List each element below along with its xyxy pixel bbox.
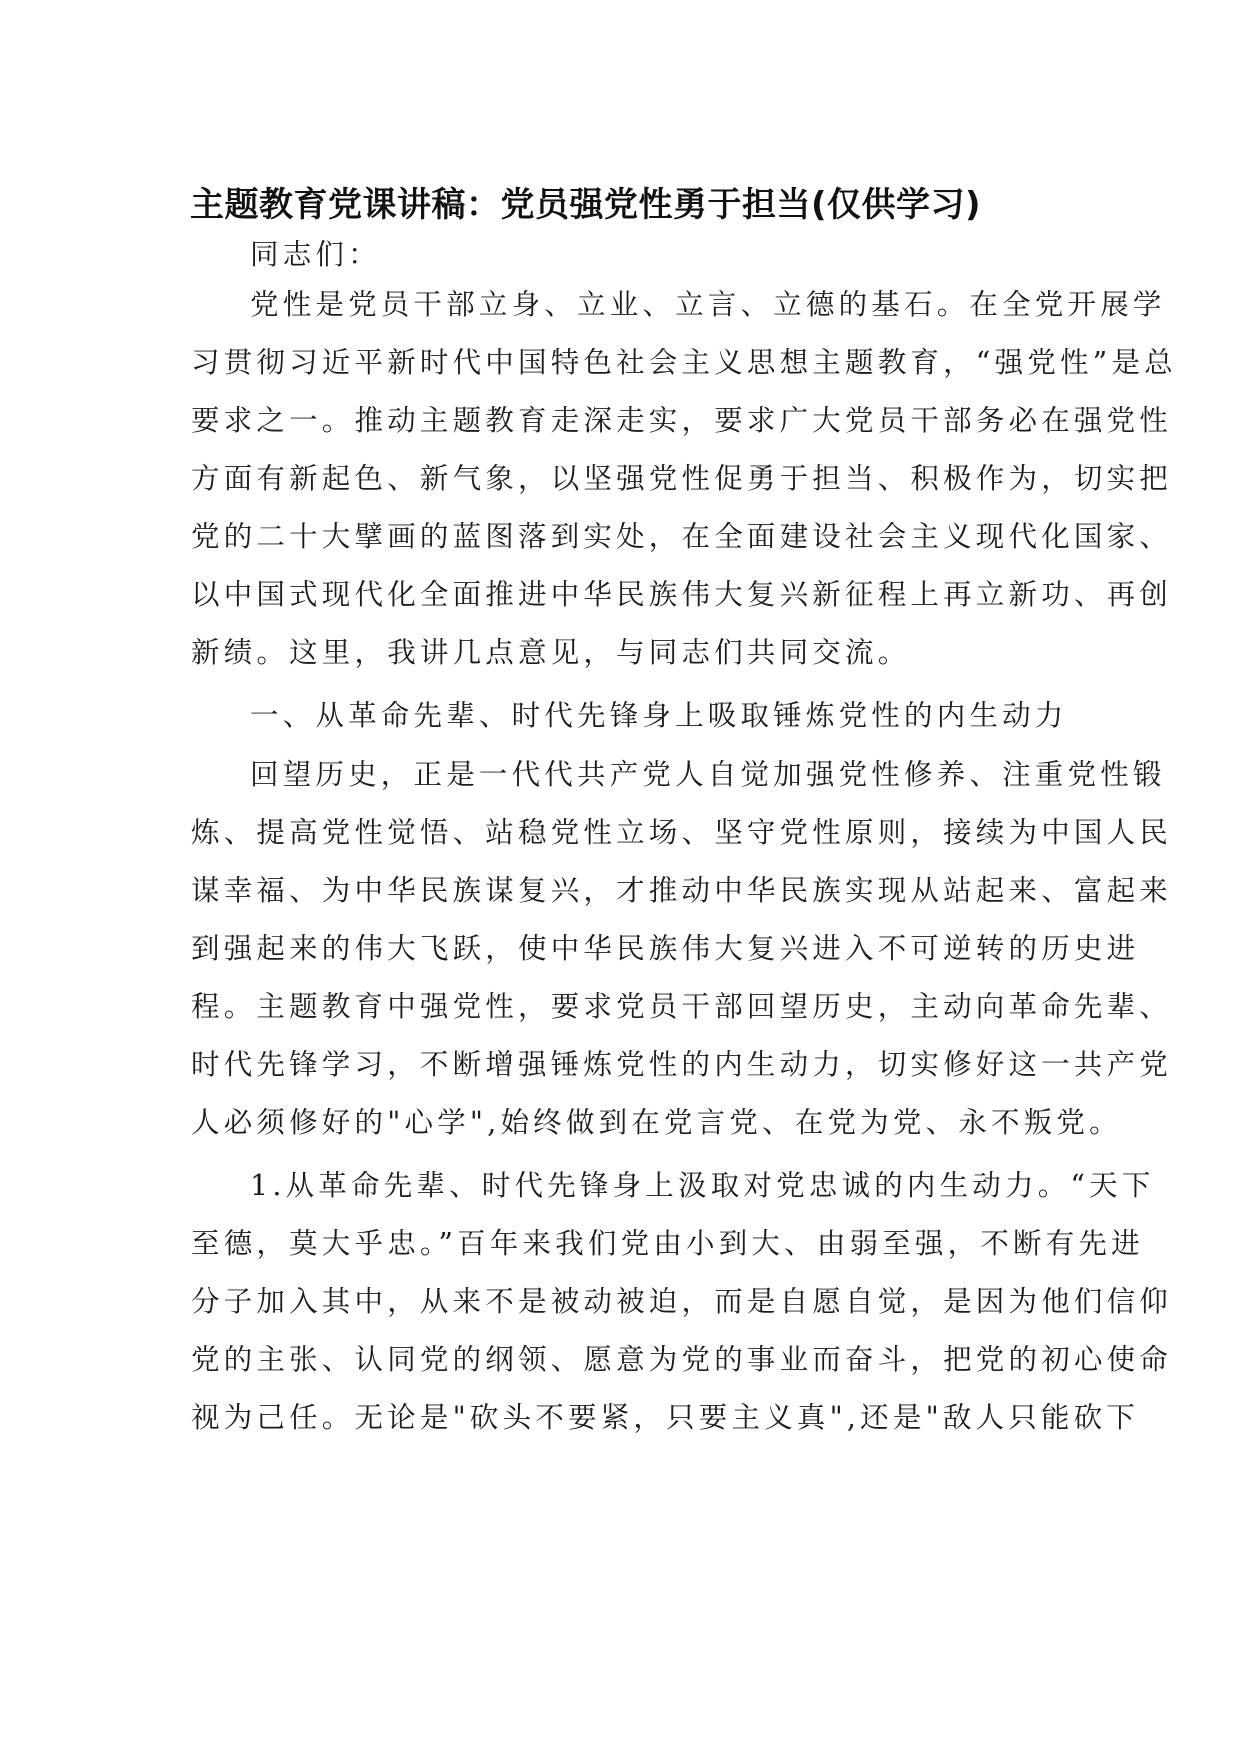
paragraph-line: 回望历史，正是一代代共产党人自觉加强党性修养、注重党性锻 [250, 758, 1166, 791]
paragraph-line: 党性是党员干部立身、立业、立言、立德的基石。在全党开展学 [250, 288, 1166, 321]
greeting: 同志们： [250, 238, 381, 271]
paragraph-line: 人必须修好的"心学",始终做到在党言党、在党为党、永不叛党。 [191, 1106, 1122, 1139]
paragraph-history [191, 746, 1173, 1152]
paragraph-line: 党的二十大擘画的蓝图落到实处，在全面建设社会主义现代化国家、 [191, 520, 1173, 553]
section-heading-block [191, 687, 1068, 745]
paragraph-line: 要求之一。推动主题教育走深走实，要求广大党员干部务必在强党性 [191, 404, 1173, 437]
paragraph-line: 至德，莫大乎忠。”百年来我们党由小到大、由弱至强，不断有先进 [191, 1227, 1144, 1260]
paragraph-intro [191, 276, 1177, 682]
paragraph-line: 党的主张、认同党的纲领、愿意为党的事业而奋斗，把党的初心使命 [191, 1343, 1173, 1376]
paragraph-line: 谋幸福、为中华民族谋复兴，才推动中华民族实现从站起来、富起来 [191, 874, 1173, 907]
paragraph-line: 程。主题教育中强党性，要求党员干部回望历史，主动向革命先辈、 [191, 990, 1173, 1023]
paragraph-line: 习贯彻习近平新时代中国特色社会主义思想主题教育，“强党性”是总 [191, 346, 1177, 379]
document-title: 主题教育党课讲稿：党员强党性勇于担当(仅供学习) [190, 185, 982, 225]
paragraph-line: 新绩。这里，我讲几点意见，与同志们共同交流。 [191, 636, 911, 669]
paragraph-line: 炼、提高党性觉悟、站稳党性立场、坚守党性原则，接续为中国人民 [191, 816, 1173, 849]
paragraph-line: 方面有新起色、新气象，以坚强党性促勇于担当、积极作为，切实把 [191, 462, 1173, 495]
paragraph-loyalty [191, 1157, 1173, 1447]
section-heading-1: 一、从革命先辈、时代先锋身上吸取锤炼党性的内生动力 [250, 699, 1068, 732]
paragraph-line: 分子加入其中，从来不是被动被迫，而是自愿自觉，是因为他们信仰 [191, 1285, 1173, 1318]
paragraph-line: 以中国式现代化全面推进中华民族伟大复兴新征程上再立新功、再创 [191, 578, 1173, 611]
paragraph-line: 1.从革命先辈、时代先锋身上汲取对党忠诚的内生动力。“天下 [250, 1169, 1155, 1202]
paragraph-line: 视为己任。无论是"砍头不要紧，只要主义真",还是"敌人只能砍下 [191, 1401, 1140, 1434]
paragraph-line: 时代先锋学习，不断增强锤炼党性的内生动力，切实修好这一共产党 [191, 1048, 1173, 1081]
paragraph-line: 到强起来的伟大飞跃，使中华民族伟大复兴进入不可逆转的历史进 [191, 932, 1140, 965]
